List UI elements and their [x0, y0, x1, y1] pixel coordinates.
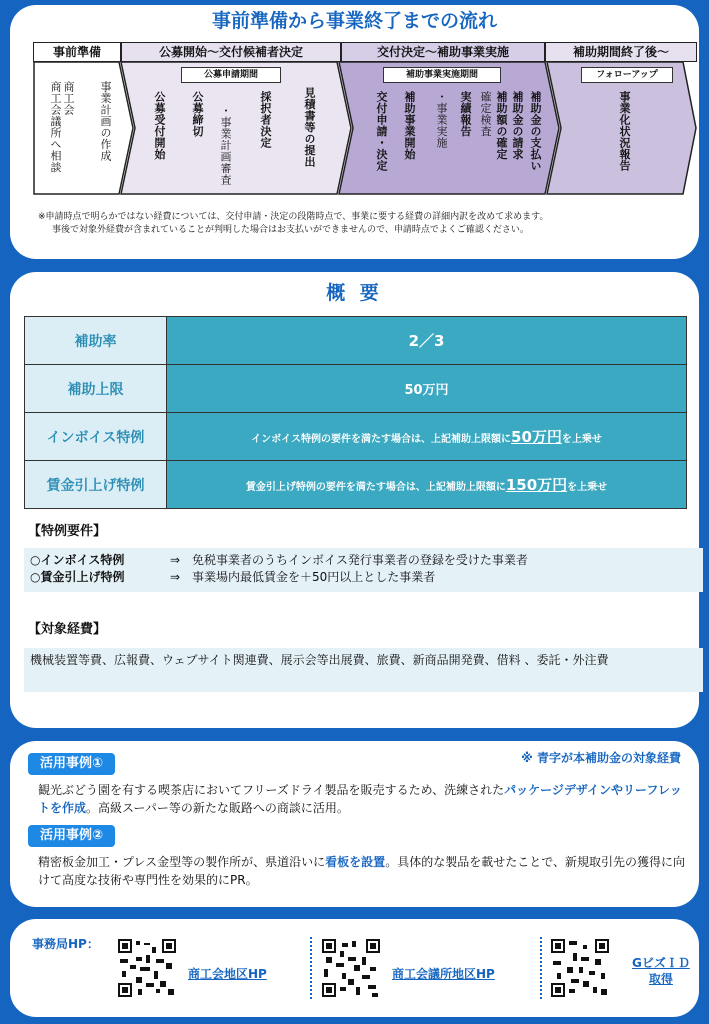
flow-note: ※申請時点で明らかではない経費については、交付申請・決定の段階時点で、事業に要する経費の詳細内訳を改めて求めます。 事後で対象外経費が含まれていることが判明した場合はお支払いができませんので、申請時点でよくご確認ください。 — [38, 212, 549, 235]
row-key: インボイス特例 — [25, 413, 167, 461]
step-confirm: 補助額の確定 — [495, 91, 508, 160]
step-review: ・事業計画審査 — [219, 105, 232, 186]
flow-title: 事前準備から事業終了までの流れ — [211, 10, 497, 32]
step-consult: 商工会 商工会議所へ相談 — [49, 81, 75, 173]
period-label-jisshi: 補助事業実施期間 — [383, 67, 501, 83]
link-gbizid[interactable]: GビズＩＤ 取得 — [632, 956, 690, 986]
qr-code-icon[interactable] — [322, 939, 380, 997]
step-koubo-end: 公募締切 — [191, 91, 204, 137]
cases-panel — [10, 741, 699, 907]
phase-jisshi: 交付決定～補助事業実施 — [341, 42, 545, 62]
amount-invoice: 50万円 — [511, 428, 562, 446]
qr-code-icon[interactable] — [551, 939, 609, 997]
phase-koubo: 公募開始～交付候補者決定 — [121, 42, 341, 62]
flow-panel — [10, 5, 699, 259]
row-value: 2／3 — [167, 317, 687, 365]
row-value: インボイス特例の要件を満たす場合は、上記補助上限額に50万円を上乗せ — [167, 413, 687, 461]
list-item: ○賃金引上げ特例 ⇒ 事業場内最低賃金を＋50円以上とした事業者 — [30, 570, 436, 584]
flow-arrows — [33, 61, 697, 195]
case2-tag: 活用事例② — [28, 825, 115, 847]
table-row — [25, 461, 687, 509]
amount-wage: 150万円 — [505, 476, 568, 494]
separator — [310, 937, 312, 999]
phase-prep: 事前準備 — [33, 42, 121, 62]
expenses-box: 機械装置等費、広報費、ウェブサイト関連費、展示会等出展費、旅費、新商品開発費、借料 、委託・外注費 — [24, 648, 703, 692]
requirements-title: 【特例要件】 — [28, 524, 107, 539]
period-label-koubo: 公募申請期間 — [181, 67, 281, 83]
overview-title: 概 要 — [326, 282, 383, 304]
step-plan: 事業計画の作成 — [99, 81, 112, 162]
step-project-start: 補助事業開始 — [403, 91, 416, 160]
requirements-box — [24, 548, 703, 592]
step-claim: 補助金の請求 — [511, 91, 524, 160]
hp-label: 事務局HP： — [32, 937, 99, 951]
step-payment: 補助金の支払い — [529, 91, 542, 172]
table-row — [25, 317, 687, 365]
row-value: 賃金引上げ特例の要件を満たす場合は、上記補助上限額に150万円を上乗せ — [167, 461, 687, 509]
separator — [540, 937, 542, 999]
list-item: ○インボイス特例 ⇒ 免税事業者のうちインボイス発行事業者の登録を受けた事業者 — [30, 553, 528, 567]
row-key: 補助率 — [25, 317, 167, 365]
step-estimate: 見積書等の提出 — [303, 87, 316, 168]
table-row — [25, 365, 687, 413]
footer-panel — [10, 919, 699, 1017]
table-row — [25, 413, 687, 461]
row-key: 賃金引上げ特例 — [25, 461, 167, 509]
link-shokokai[interactable]: 商工会地区HP — [188, 967, 267, 981]
expenses-title: 【対象経費】 — [28, 622, 107, 637]
case1-text: 観光ぶどう園を有する喫茶店においてフリーズドライ製品を販売するため、洗練されたパッケージデザインやリーフレットを作成。高級スーパー等の新たな販路への商談に活用。 — [38, 783, 682, 815]
case2-text: 精密板金加工・プレス金型等の製作所が、県道沿いに看板を設置。具体的な製品を載せたことで、新規取引先の獲得に向けて高度な技術や専門性を効果的にPR。 — [38, 855, 685, 887]
blue-note: ※ 青字が本補助金の対象経費 — [521, 751, 681, 765]
step-inspect: 確定検査 — [479, 91, 492, 137]
step-implement: ・事業実施 — [435, 91, 448, 149]
step-koubo-start: 公募受付開始 — [153, 91, 166, 160]
row-key: 補助上限 — [25, 365, 167, 413]
step-report: 実績報告 — [459, 91, 472, 137]
phase-after: 補助期間終了後～ — [545, 42, 697, 62]
step-follow-report: 事業化状況報告 — [618, 91, 631, 172]
link-shokokaigisho[interactable]: 商工会議所地区HP — [392, 967, 495, 981]
step-grant-apply: 交付申請・決定 — [375, 91, 388, 172]
step-adopt: 採択者決定 — [259, 91, 272, 149]
qr-code-icon[interactable] — [118, 939, 176, 997]
period-label-follow: フォローアップ — [581, 67, 673, 83]
case1-tag: 活用事例① — [28, 753, 115, 775]
overview-panel — [10, 272, 699, 728]
overview-table — [24, 316, 687, 509]
row-value: 50万円 — [167, 365, 687, 413]
